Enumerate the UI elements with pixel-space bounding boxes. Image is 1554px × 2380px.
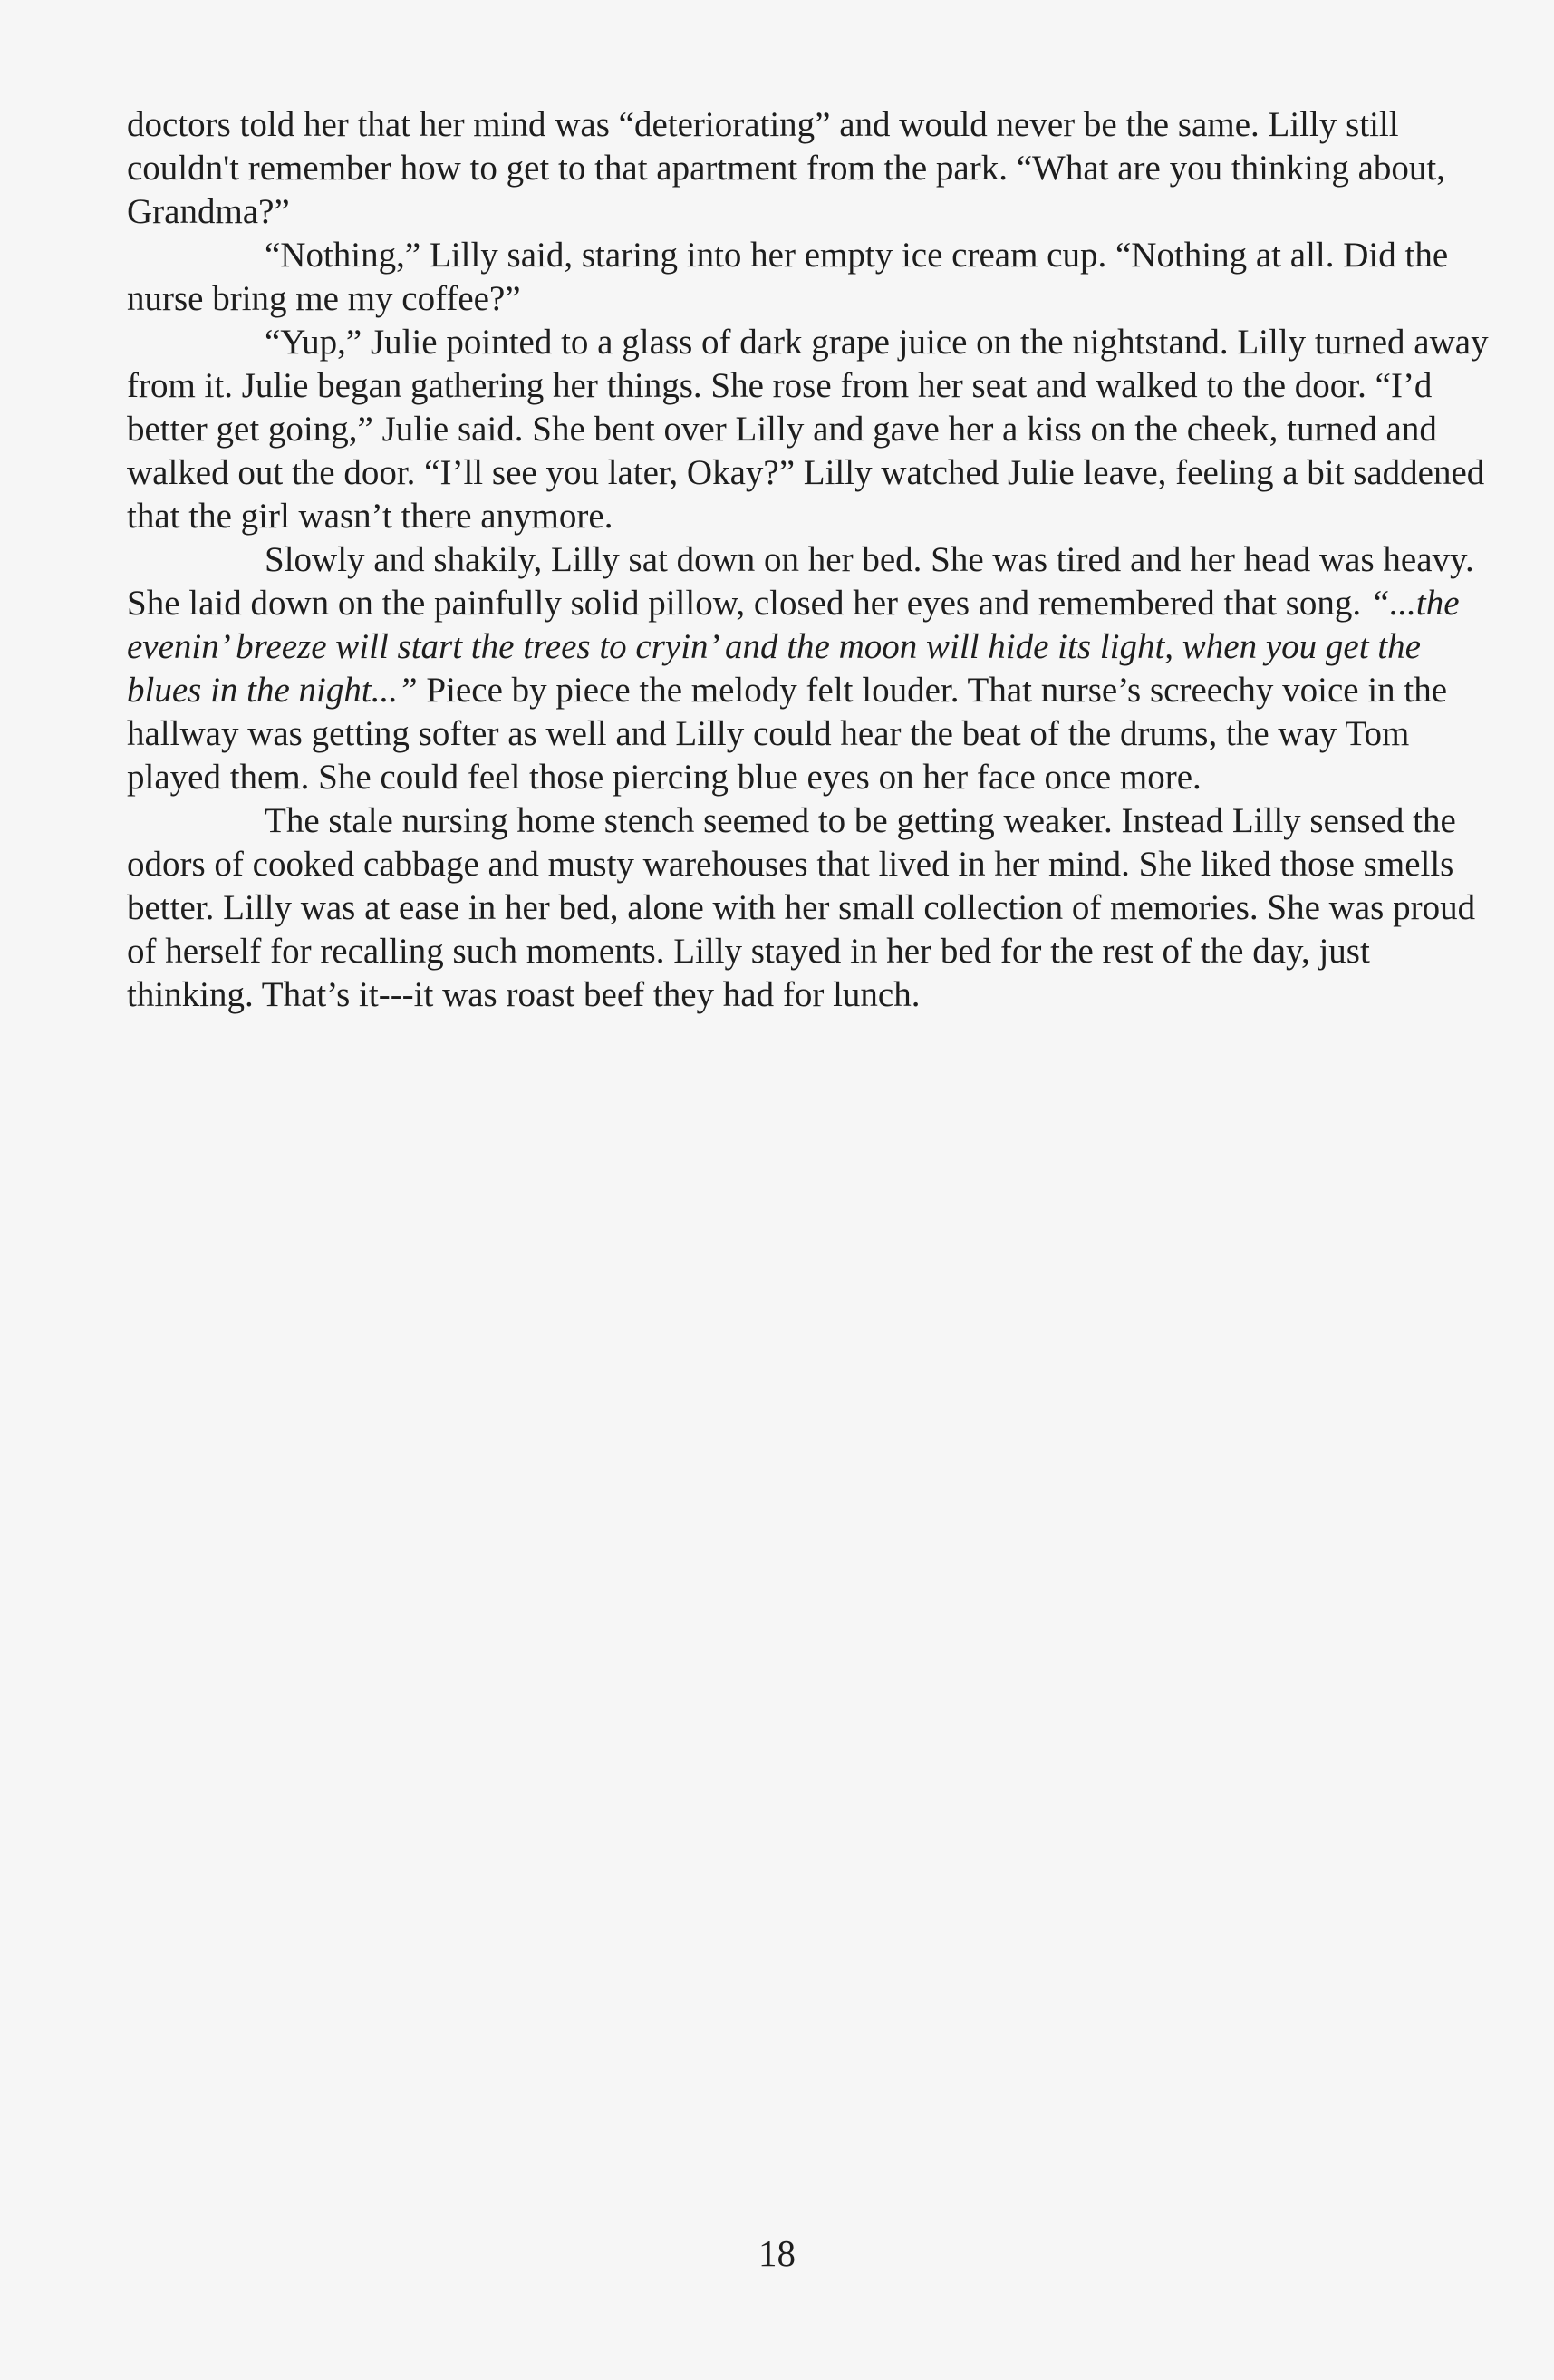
paragraph-text: “Nothing,” Lilly said, staring into her empty ice cream cup. “Nothing at all. Did the nurse bring me my coffee?” <box>127 236 1449 318</box>
body-text <box>127 103 1495 1017</box>
paragraph-text: “Yup,” Julie pointed to a glass of dark grape juice on the nightstand. Lilly turned away from it. Julie began gathering her things. She rose from her seat and walked to the door. “I’d better get going,” Julie said. She bent over Lilly and gave her a kiss on the cheek, turned and walked out the door. “I’ll see you later, Okay?” Lilly watched Julie leave, feeling a bit saddened that the girl wasn’t there anymore. <box>127 323 1489 536</box>
paragraph <box>127 103 1495 234</box>
paragraph-text: The stale nursing home stench seemed to be getting weaker. Instead Lilly sensed the odors of cooked cabbage and musty warehouses that lived in her mind. She liked those smells better. Lilly was at ease in her bed, alone with her small collection of memories. She was proud of herself for recalling such moments. Lilly stayed in her bed for the rest of the day, just thinking. That’s it---it was roast beef they had for lunch. <box>127 801 1476 1014</box>
page-number: 18 <box>758 2232 796 2274</box>
paragraph-text: doctors told her that her mind was “deteriorating” and would never be the same. Lilly still couldn't remember how to get to that apartment from the park. “What are you thinking about, Grandma?” <box>127 105 1445 231</box>
paragraph <box>127 234 1495 321</box>
song-lyric-quote: “...the evenin’ breeze will start the trees to cryin’ and the moon will hide its light, when you get the blues in the night...” <box>127 584 1460 710</box>
paragraph <box>127 538 1495 799</box>
paragraph-text: Slowly and shakily, Lilly sat down on her bed. She was tired and her head was heavy. She laid down on the painfully solid pillow, closed her eyes and remembered that song. <box>127 540 1474 623</box>
paragraph <box>127 321 1495 538</box>
paragraph <box>127 799 1495 1017</box>
paragraph-text: Piece by piece the melody felt louder. That nurse’s screechy voice in the hallway was getting softer as well and Lilly could hear the beat of the drums, the way Tom played them. She could feel those piercing blue eyes on her face once more. <box>127 671 1448 797</box>
